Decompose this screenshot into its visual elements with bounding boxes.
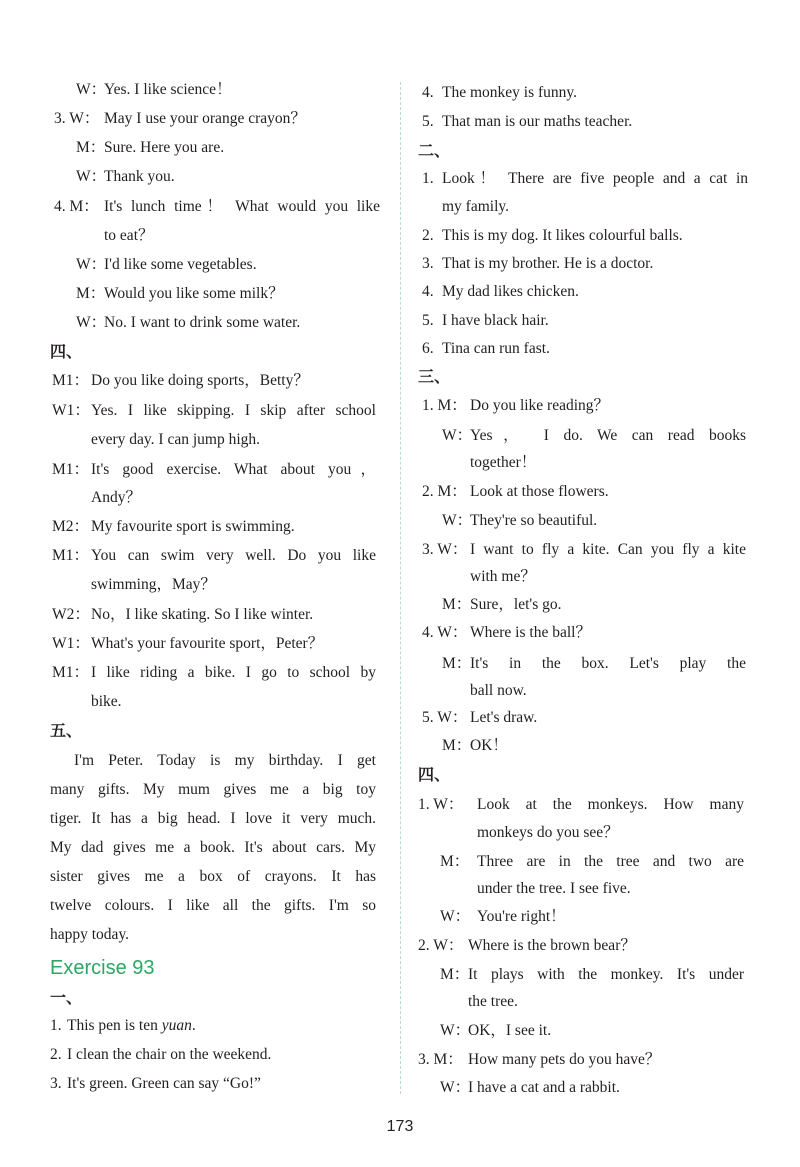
- speaker-label: 6.: [422, 340, 434, 357]
- line-text: I'd like some vegetables.: [104, 256, 257, 273]
- speaker-label: 2.: [422, 227, 434, 244]
- speaker-label: W1：: [52, 635, 90, 652]
- speaker-label: 5.: [422, 113, 434, 130]
- line-text: OK！: [470, 737, 508, 754]
- speaker-label: W：: [440, 1022, 471, 1039]
- speaker-label: W：: [76, 81, 107, 98]
- speaker-label: W：: [76, 168, 107, 185]
- line-text: ball now.: [470, 682, 527, 699]
- line-text: You're right！: [477, 908, 566, 925]
- line-text: That is my brother. He is a doctor.: [442, 255, 654, 272]
- speaker-label: 3. W：: [422, 541, 468, 558]
- line-end: .: [191, 1017, 196, 1034]
- section-heading: 二、: [418, 141, 451, 160]
- speaker-label: M：: [440, 966, 470, 983]
- line-text: every day. I can jump high.: [91, 431, 261, 448]
- line-text: It's in the box. Let's play the: [470, 655, 746, 672]
- line-text: Would you like some milk？: [104, 285, 284, 302]
- line-text: Look at the monkeys. How many: [477, 796, 744, 813]
- line-text: It's green. Green can say “Go!”: [67, 1075, 261, 1092]
- line-text: the tree.: [468, 993, 518, 1010]
- line-text: No. I want to drink some water.: [104, 314, 301, 331]
- speaker-label: 3. M：: [418, 1051, 463, 1068]
- line-text: My dad likes chicken.: [442, 283, 579, 300]
- speaker-label: M2：: [52, 518, 90, 535]
- line-text: It's good exercise. What about you，: [91, 461, 376, 478]
- line-text: OK，I see it.: [468, 1022, 552, 1039]
- speaker-label: 2. W：: [418, 937, 464, 954]
- line-text: It's lunch time！ What would you like: [104, 198, 380, 215]
- speaker-label: 4.: [422, 84, 434, 101]
- speaker-label: W：: [76, 314, 107, 331]
- line-text: I have black hair.: [442, 312, 549, 329]
- speaker-label: 4.: [422, 283, 434, 300]
- speaker-label: 3.: [422, 255, 434, 272]
- speaker-label: M：: [440, 853, 470, 870]
- speaker-label: M1：: [52, 461, 90, 478]
- line-text: Sure. Here you are.: [104, 139, 225, 156]
- line-text: Do you like doing sports，Betty？: [91, 372, 309, 389]
- speaker-label: M1：: [52, 547, 90, 564]
- line-text: This is my dog. It likes colourful balls.: [442, 227, 683, 244]
- line-text: I want to fly a kite. Can you fly a kite: [470, 541, 746, 558]
- line-text: They're so beautiful.: [470, 512, 598, 529]
- speaker-label: 1.: [50, 1017, 62, 1034]
- line-text: My favourite sport is swimming.: [91, 518, 295, 535]
- line-text: Look at those flowers.: [470, 483, 609, 500]
- line-text: Do you like reading？: [470, 397, 610, 414]
- speaker-label: M：: [442, 737, 472, 754]
- line-text: my family.: [442, 198, 510, 215]
- line-text: Three are in the tree and two are: [477, 853, 744, 870]
- speaker-label: 5.: [422, 312, 434, 329]
- line-text: together！: [470, 454, 537, 471]
- line-text: with me？: [470, 568, 536, 585]
- speaker-label: 2. M：: [422, 483, 467, 500]
- paragraph-line: many gifts. My mum gives me a big toy: [50, 781, 376, 798]
- section-heading: 三、: [418, 367, 451, 386]
- speaker-label: W：: [442, 427, 473, 444]
- line-text: Tina can run fast.: [442, 340, 550, 357]
- line-text: I like riding a bike. I go to school by: [91, 664, 376, 681]
- section-heading: 一、: [50, 988, 83, 1007]
- line-text: monkeys do you see？: [477, 824, 619, 841]
- line-text: That man is our maths teacher.: [442, 113, 633, 130]
- line-text: Andy？: [91, 489, 141, 506]
- line-text: You can swim very well. Do you like: [91, 547, 376, 564]
- line-text: It plays with the monkey. It's under: [468, 966, 744, 983]
- speaker-label: 2.: [50, 1046, 62, 1063]
- line-text: Where is the brown bear？: [468, 937, 636, 954]
- paragraph-line: twelve colours. I like all the gifts. I'm so: [50, 897, 376, 914]
- line-text: Let's draw.: [470, 709, 538, 726]
- speaker-label: W：: [440, 908, 471, 925]
- speaker-label: M：: [76, 285, 106, 302]
- line-text: The monkey is funny.: [442, 84, 578, 101]
- speaker-label: M：: [442, 596, 472, 613]
- line-text: Where is the ball？: [470, 624, 591, 641]
- line-text: Sure，let's go.: [470, 596, 562, 613]
- speaker-label: 5. W：: [422, 709, 468, 726]
- speaker-label: M1：: [52, 372, 90, 389]
- section-heading: 四、: [418, 765, 451, 784]
- speaker-label: M1：: [52, 664, 90, 681]
- line-text: May I use your orange crayon？: [104, 110, 306, 127]
- paragraph-line: tiger. It has a big head. I love it very much.: [50, 810, 376, 827]
- line-text: bike.: [91, 693, 122, 710]
- speaker-label: 4. W：: [422, 624, 468, 641]
- line-text: Look！ There are five people and a cat in: [442, 170, 748, 187]
- line-text: No，I like skating. So I like winter.: [91, 606, 314, 623]
- line-text: Yes. I like science！: [104, 81, 232, 98]
- line-text: I clean the chair on the weekend.: [67, 1046, 272, 1063]
- speaker-label: W：: [442, 512, 473, 529]
- speaker-label: M：: [442, 655, 472, 672]
- speaker-label: 4. M：: [54, 198, 99, 215]
- speaker-label: W2：: [52, 606, 90, 623]
- speaker-label: 3.: [50, 1075, 62, 1092]
- speaker-label: M：: [76, 139, 106, 156]
- paragraph-line: My dad gives me a book. It's about cars. My: [50, 839, 376, 856]
- paragraph-line: sister gives me a box of crayons. It has: [50, 868, 376, 885]
- line-text: How many pets do you have？: [468, 1051, 661, 1068]
- line-text: swimming，May？: [91, 576, 216, 593]
- italic-word: yuan: [161, 1017, 192, 1034]
- line-text: under the tree. I see five.: [477, 880, 631, 897]
- line-text: to eat？: [104, 227, 154, 244]
- speaker-label: 3. W：: [54, 110, 100, 127]
- line-text: What's your favourite sport，Peter？: [91, 635, 324, 652]
- speaker-label: W1：: [52, 402, 90, 419]
- page-number: 173: [386, 1118, 414, 1135]
- speaker-label: 1.: [422, 170, 434, 187]
- line-text: This pen is ten yuan.: [67, 1017, 196, 1034]
- paragraph-line: I'm Peter. Today is my birthday. I get: [74, 752, 376, 769]
- column-divider: [400, 82, 401, 1094]
- line-text: Yes. I like skipping. I skip after school: [91, 402, 376, 419]
- section-heading: 四、: [50, 342, 83, 361]
- speaker-label: W：: [440, 1079, 471, 1096]
- exercise-title: Exercise 93: [50, 957, 155, 979]
- speaker-label: 1. M：: [422, 397, 467, 414]
- speaker-label: W：: [76, 256, 107, 273]
- section-heading: 五、: [50, 721, 83, 740]
- speaker-label: 1. W：: [418, 796, 464, 813]
- line-text: Thank you.: [104, 168, 175, 185]
- line-text: Yes， I do. We can read books: [470, 427, 746, 444]
- paragraph-line: happy today.: [50, 926, 130, 943]
- line-text: I have a cat and a rabbit.: [468, 1079, 620, 1096]
